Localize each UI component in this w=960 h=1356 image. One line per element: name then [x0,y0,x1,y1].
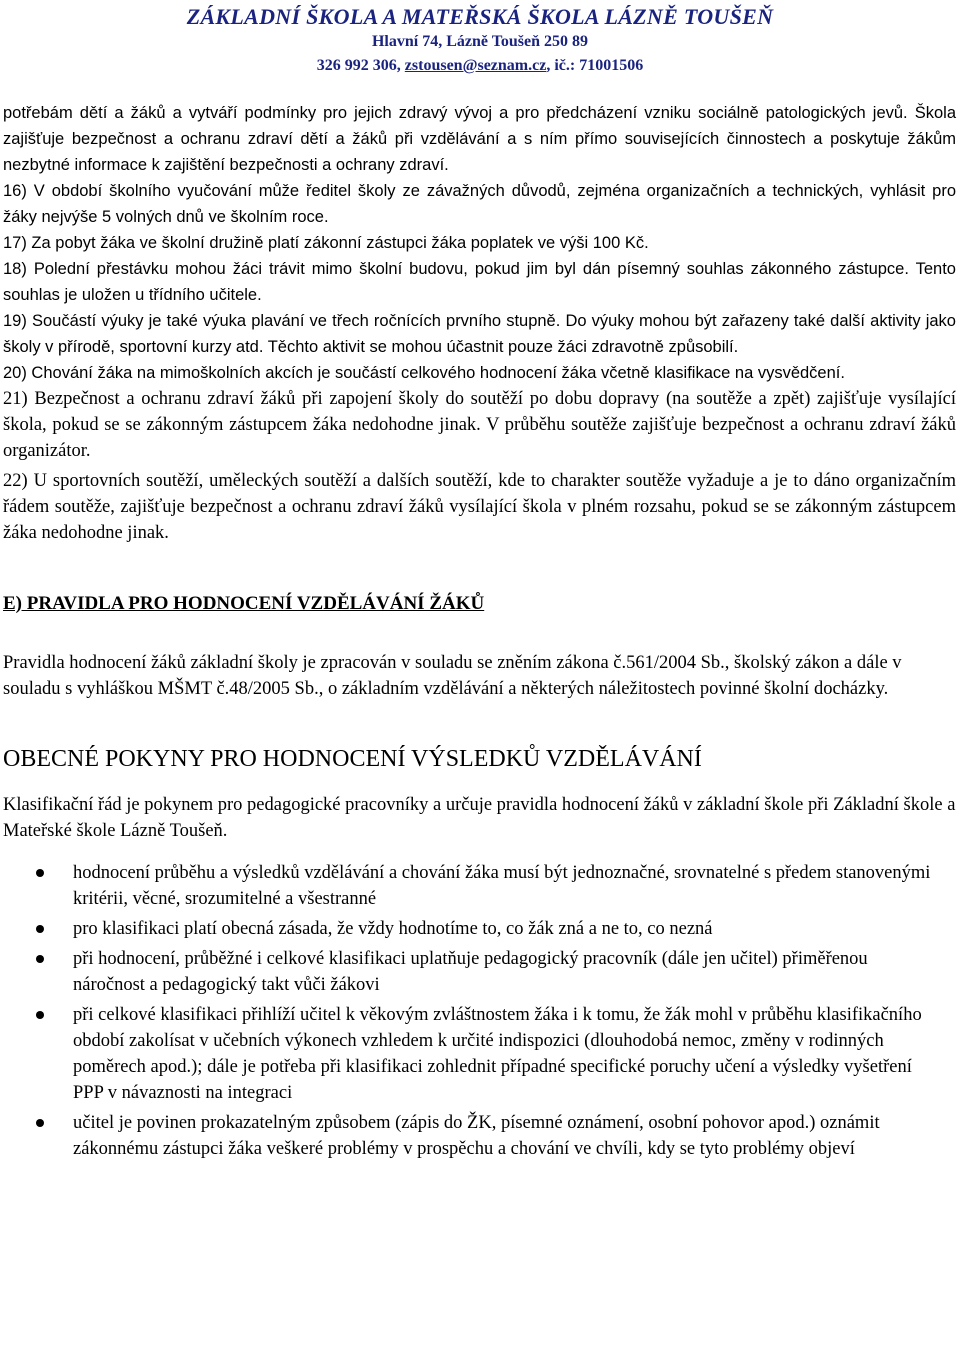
phone-number: 326 992 306, [316,57,405,74]
list-item: při hodnocení, průběžné i celkové klasifikaci uplatňuje pedagogický pracovník (dále jen učitel) přiměřenou náročnost a pedagogický takt vůči žákovi [0,946,956,998]
section-e-heading: E) PRAVIDLA PRO HODNOCENÍ VZDĚLÁVÁNÍ ŽÁKŮ [3,593,485,614]
company-id: , ič.: 71001506 [546,57,644,74]
paragraph-16: 16) V období školního vyučování může ředitel školy ze závažných důvodů, zejména organizačních a technických, vyhlásit pro žáky nejvýše 5 volných dnů ve školním roce. [3,182,956,226]
list-item: hodnocení průběhu a výsledků vzdělávání a chování žáka musí být jednoznačné, srovnatelné s předem stanovenými kritérii, věcné, srozumitelné a všestranné [0,860,956,912]
school-address: Hlavní 74, Lázně Toušeň 250 89 [371,33,589,50]
paragraph-19: 19) Součástí výuky je také výuka plavání ve třech ročnících prvního stupně. Do výuky mohou být zařazeny také další aktivity jako školy v přírodě, sportovní kurzy atd. Těchto aktivit se mohou účastnit pouze žáci zdravotně způsobilí. [3,312,956,356]
school-name: ZÁKLADNÍ ŠKOLA A MATEŘSKÁ ŠKOLA LÁZNĚ TOUŠEŇ [186,4,774,29]
paragraph-20: 20) Chování žáka na mimoškolních akcích je součástí celkového hodnocení žáka včetně klasifikace na vysvědčení. [3,364,845,382]
guidelines-list [0,860,956,1162]
list-item: při celkové klasifikaci přihlíží učitel k věkovým zvláštnostem žáka i k tomu, že žák mohl v průběhu klasifikačního období zakolísat v učebních výkonech vzhledem k určité indispozici (dlouhodobá nemoc, změny v rodinných poměrech apod.); dále je potřeba při klasifikaci zohlednit případné specifické poruchy učení a výsledky vyšetření PPP v návaznosti na integraci [0,1002,956,1106]
list-item: pro klasifikaci platí obecná zásada, že vždy hodnotíme to, co žák zná a ne to, co nezná [0,916,956,942]
document-body [0,100,956,1166]
letterhead [0,4,960,78]
section-e-text: Pravidla hodnocení žáků základní školy je zpracován v souladu se zněním zákona č.561/2004 Sb., školský zákon a dále v souladu s vyhláškou MŠMT č.48/2005 Sb., o základním vzdělávání a některých náležitostech povinné školní docházky. [3,653,902,699]
general-heading: OBECNÉ POKYNY PRO HODNOCENÍ VÝSLEDKŮ VZDĚLÁVÁNÍ [3,746,702,772]
paragraph-intro: potřebám dětí a žáků a vytváří podmínky pro jejich zdravý vývoj a pro předcházení vzniku sociálně patologických jevů. Škola zajišťuje bezpečnost a ochranu zdraví dětí a žáků při vzdělávání a s ním přímo souvisejících činnostech a poskytuje žákům nezbytné informace k zajištění bezpečnosti a ochrany zdraví. [3,104,956,174]
general-intro: Klasifikační řád je pokynem pro pedagogické pracovníky a určuje pravidla hodnocení žáků v základní škole při Základní škole a Mateřské škole Lázně Toušeň. [3,795,956,841]
list-item: učitel je povinen prokazatelným způsobem (zápis do ŽK, písemné oznámení, osobní pohovor apod.) oznámit zákonnému zástupci žáka veškeré problémy v prospěchu a chování ve chvíli, kdy se tyto problémy objeví [0,1110,956,1162]
school-contact [0,54,960,78]
email-link[interactable]: zstousen@seznam.cz [404,57,547,74]
paragraph-17: 17) Za pobyt žáka ve školní družině platí zákonní zástupci žáka poplatek ve výši 100 Kč. [3,234,649,252]
paragraph-18: 18) Polední přestávku mohou žáci trávit mimo školní budovu, pokud jim byl dán písemný souhlas zákonného zástupce. Tento souhlas je uložen u třídního učitele. [3,260,956,304]
paragraph-21: 21) Bezpečnost a ochranu zdraví žáků při zapojení školy do soutěží po dobu dopravy (na soutěže a zpět) zajišťuje vysílající škola, pokud se se zákonným zástupcem žáka nedohodne jinak. V průběhu soutěže zajišťuje bezpečnost a ochranu zdraví žáků organizátor. [3,389,956,461]
paragraph-22: 22) U sportovních soutěží, uměleckých soutěží a dalších soutěží, kde to charakter soutěže vyžaduje a je to dáno organizačním řádem soutěže, zajišťuje bezpečnost a ochranu zdraví žáků vysílající škola v plném rozsahu, pokud se se zákonným zástupcem žáka nedohodne jinak. [3,471,956,543]
